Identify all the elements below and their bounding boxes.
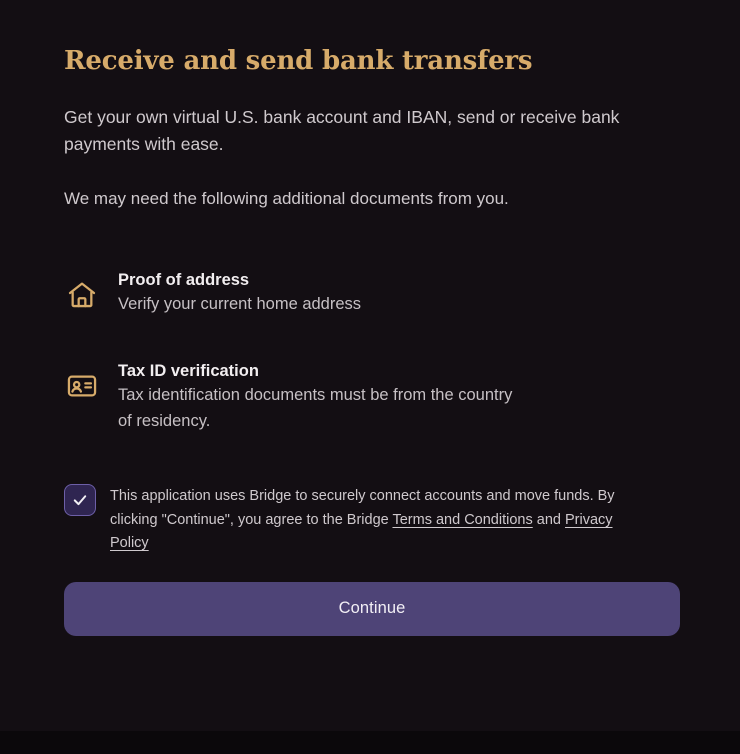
id-card-icon (64, 368, 100, 404)
continue-button[interactable]: Continue (64, 582, 680, 636)
consent-checkbox[interactable] (64, 484, 96, 516)
intro-paragraph: Get your own virtual U.S. bank account and IBAN, send or receive bank payments with ease. (64, 106, 620, 154)
additional-documents-note: We may need the following additional documents from you. (64, 188, 509, 208)
requirement-text (118, 358, 518, 434)
consent-text-part1: This application uses Bridge to securely connect accounts and move funds. By clicking "Continue", you agree to the Bridge (110, 488, 615, 528)
consent-text (110, 482, 655, 555)
consent-row (64, 482, 676, 555)
requirement-text (118, 267, 361, 318)
home-icon (64, 277, 100, 313)
checkmark-icon (71, 491, 89, 509)
consent-text-part2: and (532, 511, 565, 528)
requirement-title: Tax ID verification (118, 361, 259, 380)
page-title: Receive and send bank transfers (64, 46, 533, 76)
requirement-description: Verify your current home address (118, 295, 362, 314)
privacy-policy-link[interactable]: Privacy Policy (110, 511, 613, 552)
requirement-item-proof-of-address (64, 267, 676, 318)
terms-and-conditions-link[interactable]: Terms and Conditions (392, 511, 533, 528)
requirements-list (64, 267, 676, 434)
bottom-bar (0, 731, 740, 754)
requirement-item-tax-id (64, 358, 676, 434)
requirement-description: Tax identification documents must be from the country of residency. (118, 386, 513, 430)
requirement-title: Proof of address (118, 271, 250, 290)
